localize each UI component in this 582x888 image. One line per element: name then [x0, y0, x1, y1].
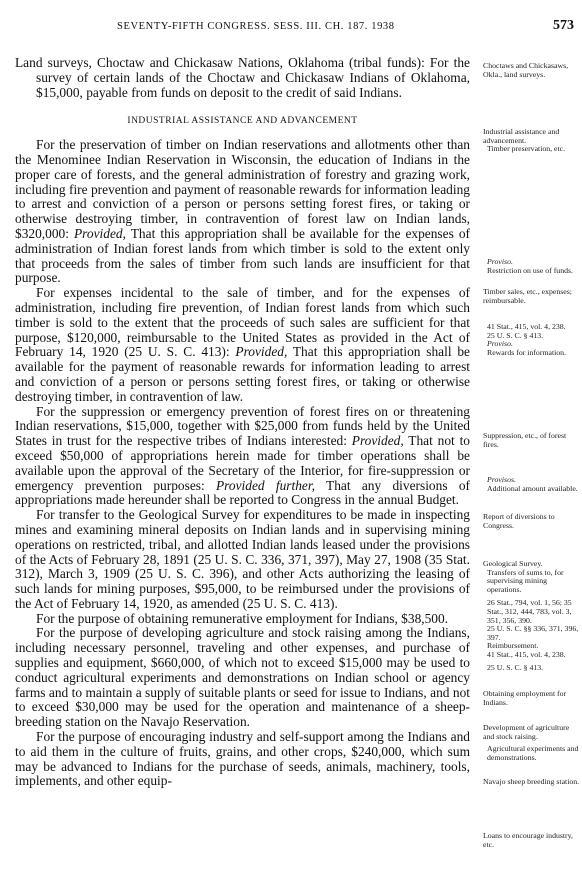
margin-note-proviso-restriction: Proviso. Restriction on use of funds.: [487, 257, 573, 275]
paragraph-geological-survey: For transfer to the Geological Survey for expenditures to be made in inspecting mines and examining mineral deposits on Indian lands and in supervising mining operations on restricted, tribal, and allotted Indian lands leased under the provisions of the Acts of February 28, 1891 (25 U. S. C. 336, 371, 397), May 27, 1908 (35 Stat. 312), March 3, 1909 (25 U. S. C. 396), and other Acts authorizing the leasing of such lands for mining purposes, $95,000, to be reimbursed under the provisions of the Act of February 14, 1920, as amended (25 U. S. C. 413).: [15, 507, 470, 611]
paragraph-land-surveys: Land surveys, Choctaw and Chickasaw Nations, Oklahoma (tribal funds): For the survey of certain lands of the Choctaw and Chickasaw Indians of Oklahoma, $15,000, payable from funds on deposit to the credit of said Indians.: [15, 55, 470, 100]
main-text-column: [15, 56, 470, 789]
margin-note-loans: Loans to encourage industry, etc.: [483, 831, 573, 849]
paragraph-timber-preservation: For the preservation of timber on Indian reservations and allotments other than the Menominee Indian Reservation in Wisconsin, the education of Indians in the proper care of forests, and the general administration of forestry and grazing work, including fire prevention and payment of reasonable rewards for information leading to arrest and conviction of a person or persons setting forest fires, or taking or otherwise destroying timber, in contravention of forest law on Indian lands, $320,000: Provided, That this appropriation shall be available for the expenses of administration of Indian forest lands from which timber is sold to the extent only that proceeds from the sales of timber from such lands are insufficient for that purpose.: [15, 137, 470, 286]
margin-note-provisos: Provisos. Additional amount available. Report of diversions to Congress.: [483, 475, 578, 530]
margin-note-suppression: Suppression, etc., of forest fires.: [483, 431, 567, 449]
paragraph-employment: For the purpose of obtaining remunerative employment for Indians, $38,500.: [36, 610, 449, 626]
proviso-word: Provided,: [351, 433, 404, 449]
proviso-word: Provided,: [235, 344, 288, 360]
margin-note-geological-survey: Geological Survey. Transfers of sums to, for supervising mining operations. 26 Stat., 794, vol. 1, 56; 35 Stat., 312, 444, 783, vol. 3, 351, 356, 390. 25 U. S. C. §§ 336, 371, 396, 397. Reimbursement. 41 Stat., 415, vol. 4, 238. 25 U. S. C. § 413.: [483, 559, 579, 672]
margin-note-industrial: Industrial assistance and advancement. Timber preservation, etc.: [483, 127, 566, 154]
section-heading: INDUSTRIAL ASSISTANCE AND ADVANCEMENT: [127, 116, 358, 127]
paragraph-industry-loans: For the purpose of encouraging industry and self-support among the Indians and to aid them in the culture of fruits, grains, and other crops, $240,000, which sum may be advanced to Indians for the purchase of seeds, animals, machinery, tools, implements, and other equip-: [15, 729, 470, 789]
margin-note-employment: Obtaining employment for Indians.: [483, 689, 567, 707]
proviso-word: Provided,: [74, 225, 126, 241]
margin-note-timber-sales: Timber sales, etc., expenses; reimbursable. 41 Stat., 415, vol. 4, 238. 25 U. S. C. § 413. Proviso. Rewards for information.: [483, 287, 572, 357]
running-head: SEVENTY-FIFTH CONGRESS. SESS. III. CH. 187. 1938: [117, 21, 395, 32]
page-number: 573: [553, 18, 574, 33]
paragraph-agriculture: For the purpose of developing agriculture and stock raising among the Indians, including necessary personnel, traveling and other expenses, and purchase of supplies and equipment, $660,000, of which not to exceed $15,000 may be used to conduct agricultural experiments and demonstrations on Indian school or agency farms and to maintain a supply of suitable plants or seed for issue to Indians, and not to exceed $30,000 may be used for the operation and maintenance of a sheep-breeding station on the Navajo Reservation.: [15, 625, 470, 730]
page-header: [0, 18, 582, 38]
margin-note-agriculture: Development of agriculture and stock raising. Agricultural experiments and demonstrations. Navajo sheep breeding station.: [483, 723, 580, 787]
proviso-further-word: Provided further,: [216, 477, 315, 493]
paragraph-timber-sales: For expenses incidental to the sale of timber, and for the expenses of administration, including fire prevention, of Indian forest lands from which such timber is sold to the extent that the proceeds of such sales are sufficient for that purpose, $120,000, reimbursable to the United States as provided in the Act of February 14, 1920 (25 U. S. C. 413): Provided, That this appropriation shall be available for the payment of reasonable rewards for information leading to arrest and conviction of a person or persons setting forest fires, or taking or otherwise destroying timber, in contravention of law.: [15, 285, 470, 404]
paragraph-fire-suppression: For the suppression or emergency prevention of forest fires on or threatening Indian reservations, $15,000, together with $25,000 from funds held by the United States in trust for the respective tribes of Indians interested: Provided, That not to exceed $50,000 of appropriations herein made for timber operations shall be available upon the approval of the Secretary of the Interior, for fire-suppression or emergency prevention purposes: Provided further, That any diversions of appropriations made hereunder shall be reported to Congress in the annual Budget.: [15, 403, 470, 508]
margin-note-land-surveys: Choctaws and Chickasaws, Okla., land surveys.: [483, 61, 569, 79]
